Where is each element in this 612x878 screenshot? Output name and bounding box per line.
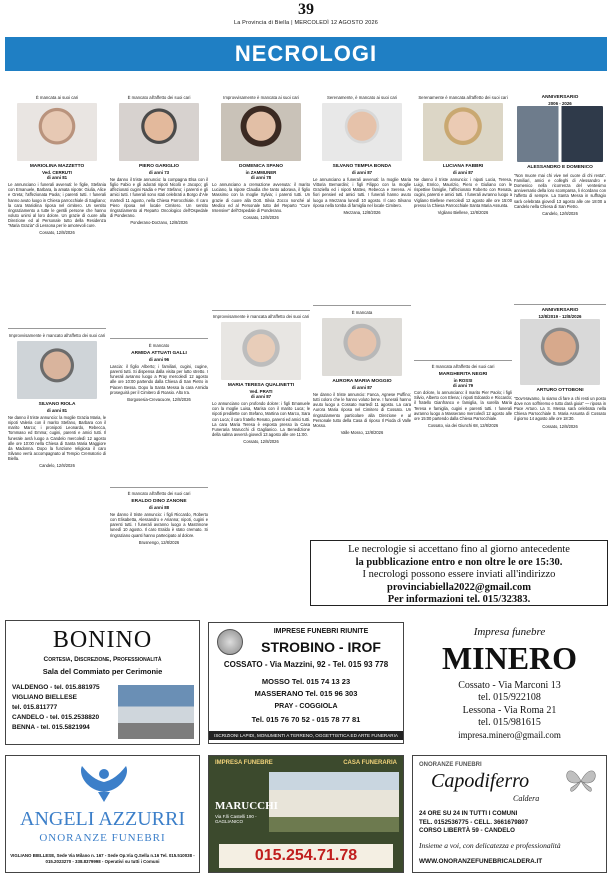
age: di anni 79	[452, 383, 474, 389]
obituary-text: Ne danno il triste annuncio: i figli Riccardo, Roberto con Elisabetta, Alessandro e Arianna; nipoti, cugini e parenti tutti. I funerali avranno luogo a Mastrinone lunedì 10 agosto. Il caro Eraldo è stato cremato. Si ringraziano quanti hanno partecipato al dolore.	[110, 512, 208, 538]
deceased-name: AURORA MARIA MOGGIO	[332, 379, 392, 385]
ad-top: IMPRESA FUNEBRE	[215, 760, 273, 766]
notice-line: I necrologi possono essere inviati all'indirizzo	[362, 569, 556, 581]
obituary-card	[110, 491, 208, 545]
deceased-name: LUCIANA FABBRI	[442, 164, 484, 170]
deceased-name: ARTURO OTTOBONI	[536, 388, 584, 394]
name-detail: Ved. CERRUTI	[42, 170, 72, 176]
anniversary-years: 12/8/2019 - 12/8/2026	[538, 314, 582, 319]
ad-line: 24 ORE SU 24 IN TUTTI I COMUNI	[419, 810, 518, 817]
butterfly-icon	[563, 764, 599, 798]
ad-subtitle: Caldera	[513, 794, 540, 803]
obituary-place-date: Cossato, 12/8/2026	[243, 214, 279, 220]
obituary-text: Ne danno il triste annuncio: Fanca, Agnese Puffino; tutti coloro che le hanno voluto bene. I funerali hanno avuto luogo a Cossato martedì 11 agosto. La cara Aurora Maria riposa nel Cimitero di Cossato. Un ringraziamento particolare alla Direzione e al Personale tutto della Casa di riposo Il Pioda di Valle Mosso.	[313, 392, 411, 428]
portrait-photo	[221, 322, 301, 380]
deceased-name: MARGHERITA NEGRI	[438, 372, 488, 378]
angel-logo-icon	[76, 762, 132, 804]
obituary-intro: Serenamente, è mancato ai suoi cari	[327, 95, 397, 100]
obituary-intro: È mancato all'affetto dei suoi cari	[127, 95, 191, 100]
age: di anni 81	[46, 408, 68, 414]
obituary-text: Con dolore, lo annunciano: il marito Pier Paolo; i figli Silvio, Alberto con Elena; i nipoti Edoardo e Riccardo; il fratello Gianfranco e famiglia, la sorella Maria Teresa e famiglia, cugini e parenti tutti. I funerali avranno luogo a Masserano mercoledì 12 agosto alle ore 15:00 partendo dalla Chiesa Parrocchiale.	[414, 390, 512, 421]
obituary-place-date: Cossato, 12/8/2026	[39, 230, 75, 236]
ad-bonino	[5, 620, 200, 745]
age: di anni 73	[148, 170, 170, 176]
notice-line: Per informazioni tel. 015/32383.	[387, 594, 531, 606]
deceased-name: SILVANO RIOLA	[38, 402, 76, 408]
obituary-place-date: Candelo, 12/8/2026	[542, 210, 578, 216]
age: di anni 81	[46, 175, 68, 181]
ad-angeli-azzurri	[5, 755, 200, 873]
portrait-photo	[520, 319, 600, 385]
anniversary-years: 2006 - 2026	[548, 101, 572, 106]
ad-line: tel. 015/981615	[478, 717, 541, 728]
ad-marucchi	[208, 755, 404, 873]
anniversary-heading: ANNIVERSARIO	[541, 308, 579, 313]
divider	[313, 305, 411, 306]
building-photo	[118, 685, 194, 739]
ad-line: CORSO LIBERTÀ 59 - CANDELO	[419, 827, 515, 834]
anniversary-card	[514, 308, 606, 429]
obituary-place-date: Cossato, via dei Giunchi 68, 12/8/2026	[427, 422, 499, 428]
ad-brand: ANGELI AZZURRI	[20, 808, 185, 830]
obituary-text: Lascia: il figlio Alberto; i familiari, cugini, cugine, parenti tutti. Si dispensa dalla visita per lutto stretto. I funerali avranno luogo a Pray mercoledì 12 agosto alle ore 10:00 partendo dalla Chiesa di San Pietro in Piacen Bessa. Dopo la Santa Messa la cara Armida proseguirà per il Cimitero di Roasio. Alto Ira.	[110, 364, 208, 395]
portrait-photo	[322, 103, 402, 161]
ad-slogan: Insieme a voi, con delicatezza e professionalità	[419, 841, 561, 850]
portrait-photo	[17, 341, 97, 399]
obituary-card	[110, 95, 208, 225]
deceased-name: PIERO GARIGLIO	[139, 164, 179, 170]
obituary-place-date: Valle Mosso, 12/8/2026	[340, 429, 384, 435]
obituary-intro: È mancata ai suoi cari	[35, 95, 79, 100]
obituary-place-date: Cossato, 12/8/2026	[243, 438, 279, 444]
ad-website: WWW.ONORANZEFUNEBRICALDERA.IT	[419, 858, 543, 865]
obituary-text: Lo annunciano con profondo dolore: i figli Emanuele con la moglie Luisa, Marisa con il marito Luca; le nipoti predilette con Stefano, Martina con Marco, Sara con Luca; il caro fratello Renato, parenti ed amici tutti. La cara Maria Teresa è esposta presso la Casa Funeraria Marucchi di Gaglianico. La Benedizione della salma avverrà giovedì 13 agosto alle ore 11:00.	[212, 401, 310, 437]
anniversary-text: "Non muore mai chi vive nel cuore di chi resta". Familiari, amici e colleghi di Alessandro e Domenico nella ricorrenza del ventesimo anniversario della loro scomparsa, li ricordano con l'affetto di sempre. La Santa Messa in suffragio sarà celebrata giovedì 13 agosto alle ore 18:00 a Candelo nella Chiesa di San Pietro.	[514, 173, 606, 209]
obituary-text: Ne danno il triste annuncio: la compagna Elsa con il figlio Fabio e gli adorati nipoti Nicolò e Jacopo; gli affezionati cugini Nadia e Pier Stefano; i parenti e gli amici tutti. I funerali sono stati celebrati a Borgo d'Ale martedì 11 agosto, nella Chiesa Parrocchiale. Il caro Piero riposa nel locale Cimitero. Un sentito ringraziamento al Reparto Oncologico dell'Ospedale di Ponderano.	[110, 177, 208, 218]
obituary-text: Le annunciano a funerali avvenuti: la moglie Maria Vittoria Bernardini; i figli Filippo con la moglie Graziella ed i nipoti Matteo, Rebecca e Serena. Ai fiori pensieri ed amici tutti. I funerali hanno avuto luogo a Mezzana lunedì 10 agosto. Il caro Silvano riposa nella tomba di famiglia nel locale Cimitero.	[313, 177, 411, 208]
obituary-intro: Improvvisamente è mancato all'affetto dei suoi cari	[8, 333, 106, 338]
name-detail: in ZAMMUNER	[245, 170, 277, 176]
obituary-text: Ne danno il triste annuncio: i nipoti Lucia, Teresa, Luigi, Enrico, Maurizio, Piero e Giuliano con le rispettive famiglie, l'affezionato Roberto con Renata, cugini, parenti e amici tutti. I funerali avranno luogo a Vigliano Biellese mercoledì 12 agosto alle ore 15:00 presso la Chiesa Parrocchiale Santa Maria Assunta.	[414, 177, 512, 208]
age: di anni 96	[148, 357, 170, 363]
ad-brand: Capodiferro	[431, 770, 530, 792]
obituary-intro: Improvvisamente è mancata ai suoi cari	[223, 95, 299, 100]
dateline: La Provincia di Biella | MERCOLEDÌ 12 AGOSTO 2026	[233, 20, 379, 26]
deceased-name: DOMENICA SPANO	[239, 164, 283, 170]
age: di anni 88	[148, 505, 170, 511]
obituary-place-date: Borgosesia-Crevacuore, 12/8/2026	[127, 396, 191, 402]
divider	[414, 360, 512, 361]
portrait-photo	[322, 318, 402, 376]
obituary-intro: Serenamente è mancata all'affetto dei suoi cari	[418, 95, 508, 100]
ad-tagline: Cortesia, Discrezione, Professionalità	[43, 656, 162, 663]
submission-notice	[310, 540, 608, 606]
obituary-card	[212, 95, 310, 220]
obituary-intro: È mancato	[148, 343, 170, 348]
ad-top-right: CASA FUNERARIA	[343, 760, 397, 766]
deceased-name: ARMIDA ATTUATI GALLI	[131, 351, 187, 357]
name-detail: in ROSSI	[453, 378, 473, 384]
deceased-name: SILVANO TEMPIA BONDA	[332, 164, 392, 170]
ad-capodiferro	[412, 755, 607, 873]
ad-footer: ISCRIZIONI LAPIDI, MONUMENTI A TERRENO, OGGETTISTICA ED ARTE FUNERARIA	[209, 731, 403, 740]
age: di anni 87	[452, 170, 474, 176]
deceased-name: MARIOLINA MAZZETTO	[29, 164, 85, 170]
section-banner: NECROLOGI	[5, 37, 607, 71]
ad-strobino	[208, 622, 404, 744]
obituary-card	[414, 95, 512, 215]
ad-line: COSSATO - Via Mazzini, 92 - Tel. 015 93 778	[223, 660, 389, 669]
obituary-place-date: Vigliano Biellese, 12/8/2026	[437, 209, 489, 215]
notice-line: la pubblicazione entro e non oltre le ore 15:30.	[355, 556, 563, 568]
ad-subtitle: Sala del Commiato per Cerimonie	[42, 667, 163, 676]
obituary-card	[8, 95, 106, 235]
obituary-place-date: Ponderano-Dorzano, 12/8/2026	[130, 219, 188, 225]
obituary-card	[313, 310, 411, 435]
notice-line: Le necrologie si accettano fino al giorno antecedente	[348, 544, 570, 555]
obituary-card	[212, 314, 310, 444]
anniversary-card	[514, 95, 606, 216]
obituary-text: Ne danno il triste annuncio: la moglie Grazia Maria, le nipoti Valeria con il marito Stefano, Barbara con il marito Marco; i pronipoti Leonardo, Rebecca, Tommaso ed Emma; cugini, parenti e amici tutti. Il funerale avrà luogo a Candelo mercoledì 12 agosto alle ore 10:00 nella Chiesa di Santa Maria Maggiore da Madonna. Dopo la funzione religiosa il caro Silvano verrà accompagnato al Tempio Crematorio di Biella.	[8, 415, 106, 461]
ad-top: ONORANZE FUNEBRI	[419, 762, 482, 768]
ad-brand: MINERO	[441, 640, 578, 676]
obituary-card	[313, 95, 411, 215]
age: di anni 87	[250, 394, 272, 400]
deceased-name: MARIA TERESA QUALINETTI	[227, 383, 295, 389]
ad-email: impresa.minero@gmail.com	[458, 730, 561, 740]
obituary-intro: Improvvisamente è mancata all'affetto dei suoi cari	[212, 314, 310, 319]
obituary-card	[414, 364, 512, 428]
ad-line: CANDELO - tel. 015.2538820	[12, 714, 100, 721]
ad-line: Lessona - Via Roma 21	[462, 705, 557, 716]
ad-line: BENNA - tel. 015.5821994	[12, 724, 90, 731]
ad-line: MOSSO Tel. 015 74 13 23	[261, 677, 351, 686]
ad-line: TEL. 0152536775 - CELL. 3661679807	[419, 818, 529, 826]
ad-top: IMPRESE FUNEBRI RIUNITE	[273, 628, 369, 635]
ad-line: tel. 015/922108	[478, 692, 541, 703]
divider	[110, 487, 208, 488]
ad-line: VIGLIANO BIELLESE	[12, 694, 78, 701]
ad-subtitle: ONORANZE FUNEBRI	[39, 832, 166, 844]
deceased-name: ERALDO DINO ZANONE	[131, 499, 187, 505]
ad-line: Cossato - Via Marconi 13	[458, 680, 561, 691]
ad-line: Tel. 015 76 70 52 - 015 78 77 81	[251, 715, 361, 724]
anniversary-heading: ANNIVERSARIO	[541, 95, 579, 100]
age: di anni 78	[250, 175, 272, 181]
ad-footer: VIGLIANO BIELLESE, Sede Via Milano n. 167 - Sede Op.Via Q.Sella n.16 Tel. 015.510038 - 015.2023270 - 338.8379998 - Operativi su tutti i Comuni	[10, 853, 195, 864]
obituary-place-date: Cossato, 12/8/2026	[542, 423, 578, 429]
ad-minero	[412, 622, 607, 744]
obituary-card	[110, 343, 208, 402]
obituary-card	[8, 333, 106, 468]
obituary-intro: È mancata	[351, 310, 373, 315]
anniversary-text: "Dov'eravamo, lo siamo di fare a chi resti un posto dove non soffriremo e tutto darà gioia" — riposa in Pace Arturo. La S. Messa sarà celebrata nella Chiesa Parrocchiale S. Maria Assunta di Cossato il giorno 14 agosto alle ore 18:30.	[514, 396, 606, 422]
ad-line: VALDENGO - tel. 015.881975	[12, 684, 100, 691]
notice-email: provinciabiella2022@gmail.com	[386, 581, 532, 593]
divider	[8, 328, 106, 329]
page-header	[0, 0, 612, 30]
ad-brand: BONINO	[52, 627, 153, 653]
portrait-photo	[119, 103, 199, 161]
obituary-intro: È mancata all'affetto dei suoi cari	[431, 364, 495, 369]
portrait-photo	[17, 103, 97, 161]
ad-line: tel. 015.811777	[12, 704, 58, 711]
ad-address: Via F.lli Castelli 190 - GAGLIANICO	[215, 814, 257, 824]
ad-brand: STROBINO - IROF	[261, 639, 381, 655]
divider	[212, 310, 310, 311]
obituary-text: Lo annunciano a cremazione avvenuta: il marito Luciano, la nipote Claudia che tanto adorava, il figlio Massimo con la moglie Sylvia; i parenti tutti. Un grazie di cuore alla Dott. Silvia Zocco nonché al Medico ed al Personale tutto del Reparto "Cure Intensive" dell'Ospedale di Ponderano.	[212, 182, 310, 213]
name-detail: Ved. PRATI	[249, 389, 273, 395]
portrait-photo	[221, 103, 301, 161]
ad-line: MASSERANO Tel. 015 96 303	[254, 689, 358, 698]
age: di anni 87	[351, 385, 373, 391]
obituary-place-date: Mezzana, 12/8/2026	[343, 209, 381, 215]
obituary-intro: È mancato all'affetto dei suoi cari	[127, 491, 191, 496]
portrait-photo	[517, 106, 603, 162]
deceased-name: ALESSANDRO E DOMENICO	[527, 165, 593, 171]
ad-line: PRAY - COGGIOLA	[274, 703, 338, 710]
building-photo	[269, 772, 399, 832]
obituary-text: Le annunciano i funerali avvenuti: le figlie, Stefania con Emanuele, Barbara, la amata nipote: Giulia, Alice e Greta; l'affezionata Paola; i parenti tutti. I funerali hanno avuto luogo in Chiesa parrocchiale di Sagliano; la cara Mariolina riposa nel cimitero. Un sentito ringraziamento a tutte le gentili persone che hanno voluto unirsi al loro dolore. Un grazie di cuore alla Direzione ed al Personale tutto della Residenza "Maria Grazia" di Lessona per le amorevoli cure.	[8, 182, 106, 229]
page-number: 39	[298, 1, 314, 18]
obituary-place-date: Candelo, 12/8/2026	[39, 463, 75, 469]
ad-top: Impresa funebre	[473, 626, 546, 638]
ad-phone: 015.254.71.78	[219, 844, 393, 868]
obituary-place-date: Brusnengo, 12/8/2026	[138, 539, 180, 545]
portrait-photo	[423, 103, 503, 161]
divider	[514, 304, 606, 305]
ad-brand: MARUCCHI	[215, 800, 278, 812]
age: di anni 87	[351, 170, 373, 176]
divider	[110, 338, 208, 339]
